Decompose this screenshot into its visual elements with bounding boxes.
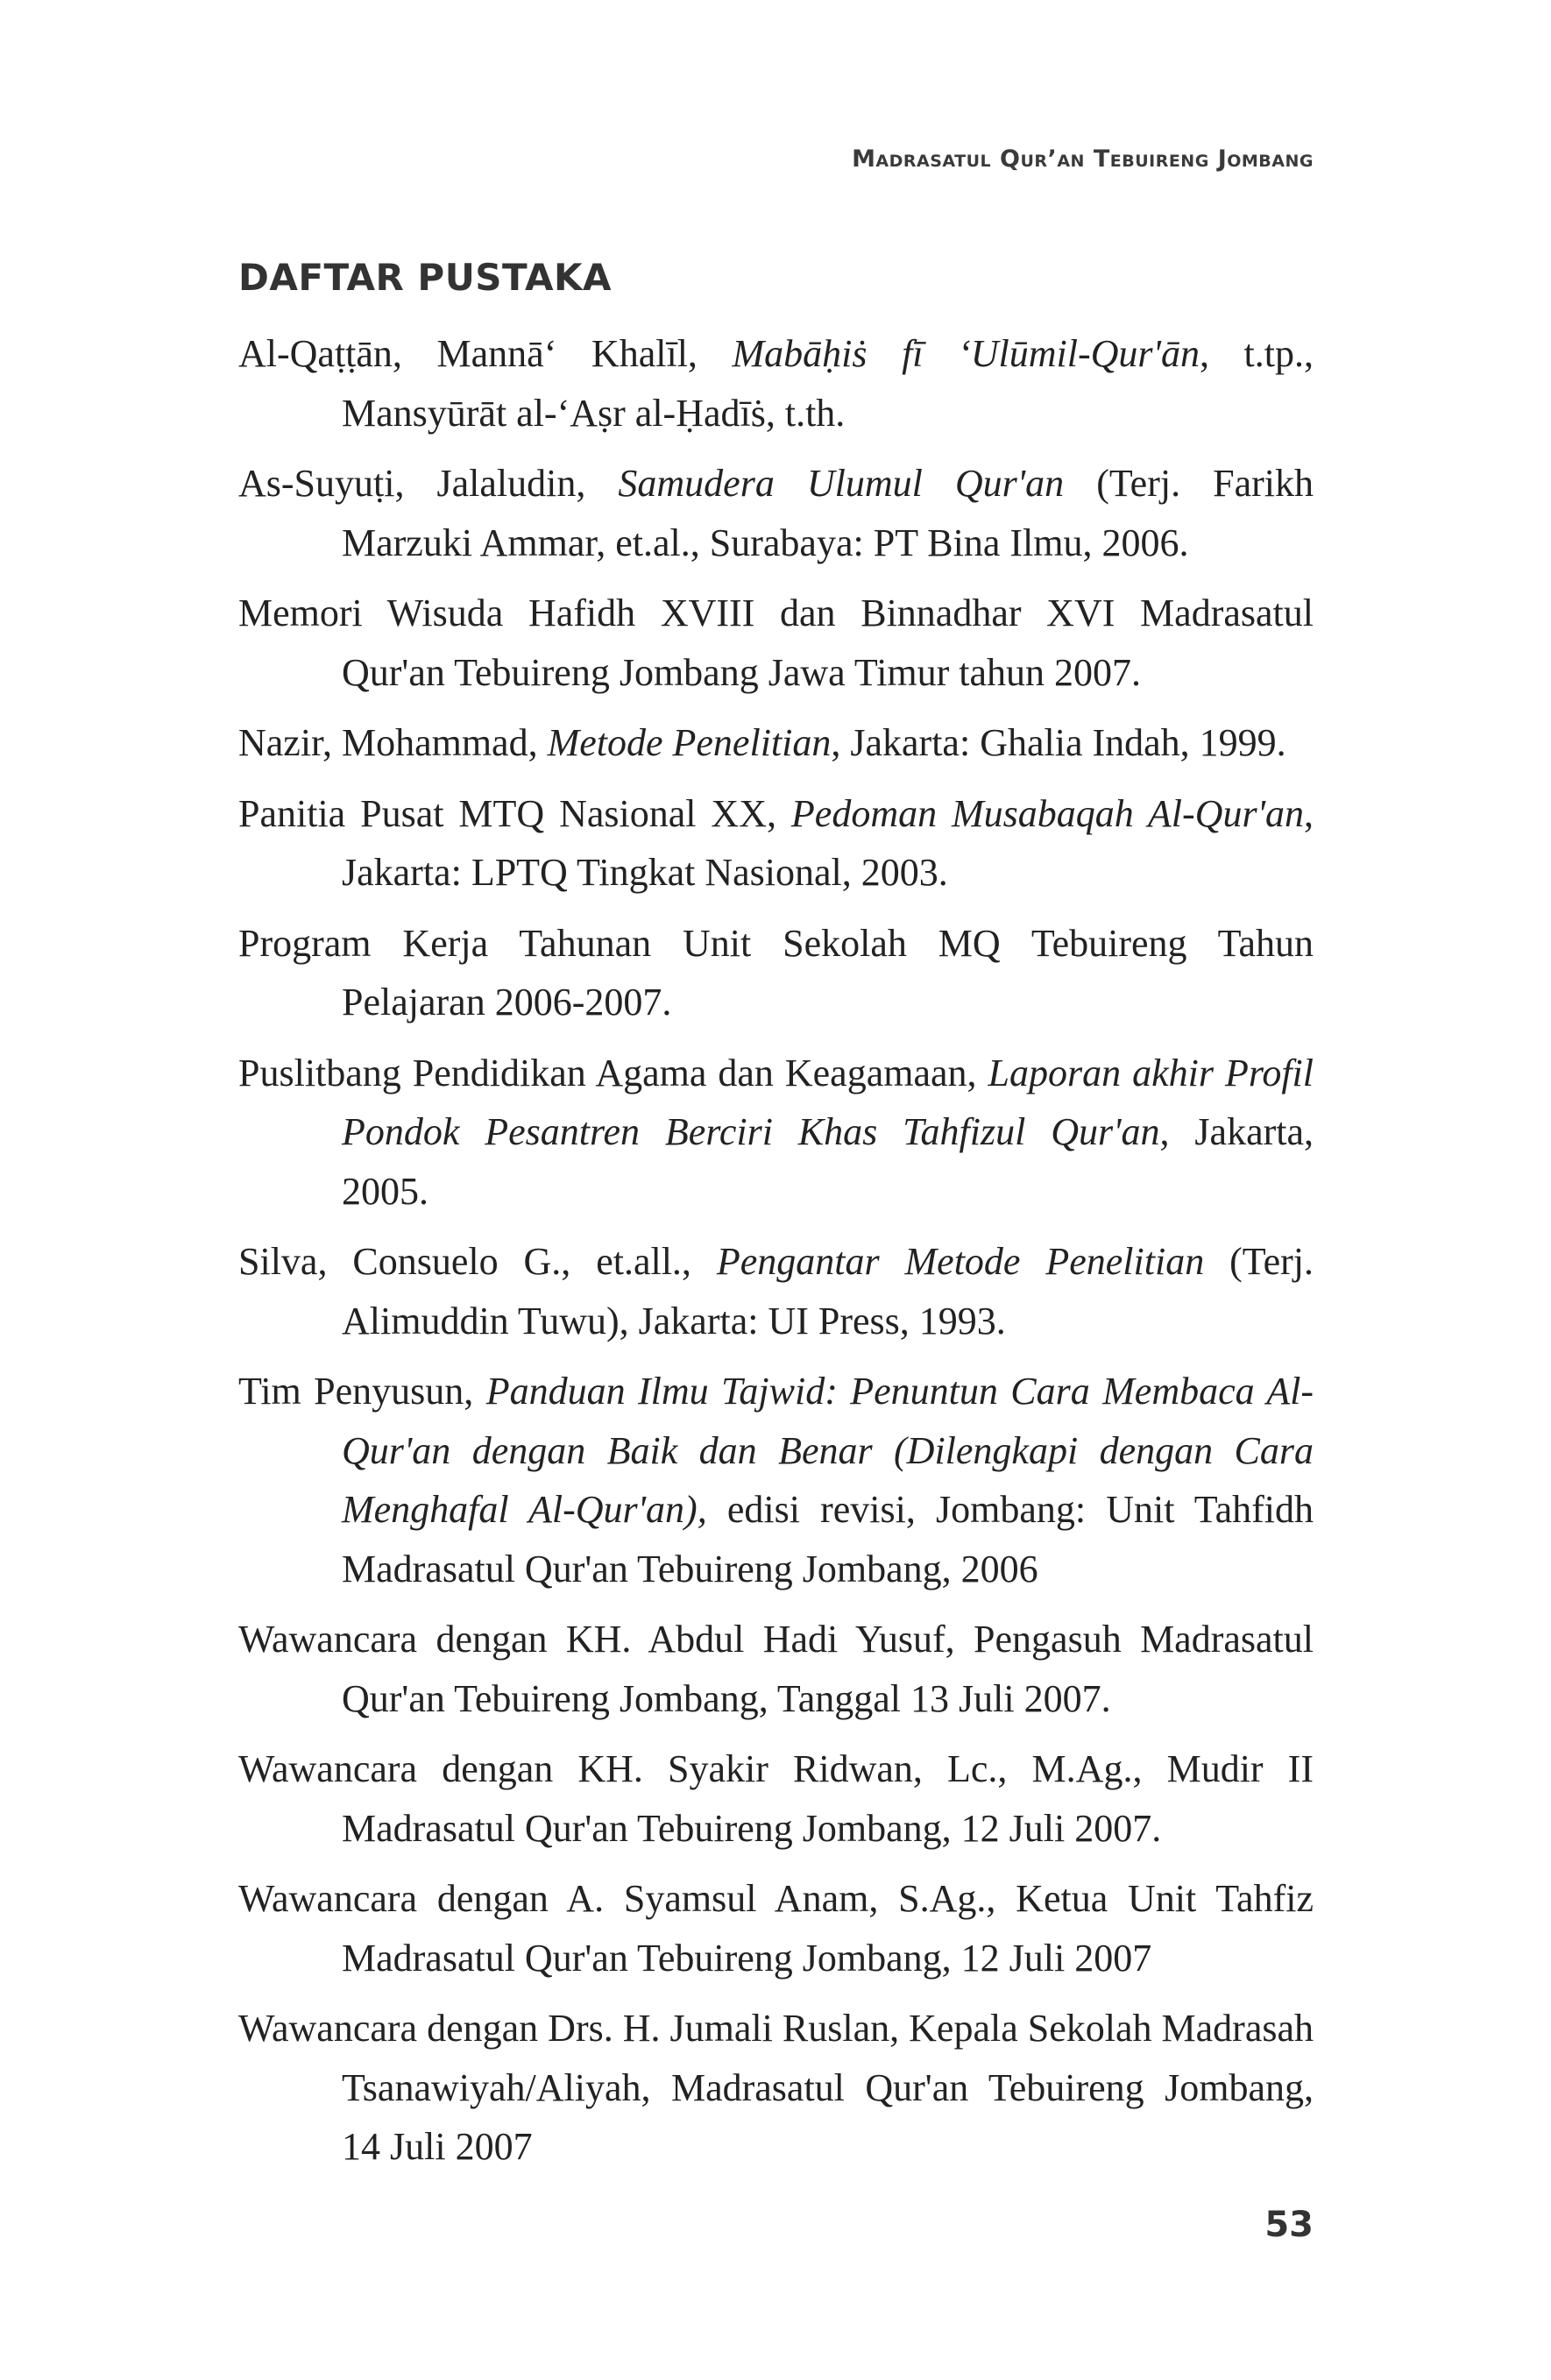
reference-title: Pedoman Musabaqah Al-Qur'an: [790, 791, 1304, 835]
reference-entry: [238, 1362, 1314, 1598]
reference-text: Panitia Pusat MTQ Nasional XX,: [238, 791, 791, 835]
reference-entry: [238, 1999, 1314, 2177]
reference-entry: [238, 1044, 1314, 1222]
reference-entry: [238, 713, 1314, 773]
reference-text: Program Kerja Tahunan Unit Sekolah MQ Tebuireng Tahun Pelajaran 2006-2007.: [238, 921, 1314, 1024]
reference-entry: [238, 1869, 1314, 1987]
section-title: DAFTAR PUSTAKA: [238, 256, 612, 299]
reference-text: Wawancara dengan KH. Syakir Ridwan, Lc., M.Ag., Mudir II Madrasatul Qur'an Tebuireng Jombang, 12 Juli 2007.: [238, 1747, 1314, 1850]
reference-text: Memori Wisuda Hafidh XVIII dan Binnadhar XVI Madrasatul Qur'an Tebuireng Jombang Jawa Timur tahun 2007.: [238, 591, 1314, 694]
reference-text: Wawancara dengan KH. Abdul Hadi Yusuf, Pengasuh Madrasatul Qur'an Tebuireng Jombang, Tanggal 13 Juli 2007.: [238, 1618, 1314, 1720]
page-number: 53: [1264, 2205, 1314, 2245]
reference-text: , Jakarta: Ghalia Indah, 1999.: [831, 721, 1286, 764]
reference-text: Al-Qaṭṭān, Mannā‘ Khalīl,: [238, 332, 733, 375]
reference-entry: [238, 914, 1314, 1032]
reference-entry: [238, 454, 1314, 572]
reference-text: Wawancara dengan Drs. H. Jumali Ruslan, Kepala Sekolah Madrasah Tsanawiyah/Aliyah, Madrasatul Qur'an Tebuireng Jombang, 14 Juli 2007: [238, 2007, 1314, 2168]
reference-title: Metode Penelitian: [547, 721, 832, 764]
reference-text: edisi revisi, Jombang: Unit Tahfidh Madrasatul Qur'an Tebuireng Jombang, 2006: [342, 1488, 1314, 1590]
reference-text: , Jakarta, 2005.: [342, 1110, 1314, 1213]
running-header: Madrasatul Qur’an Tebuireng Jombang: [852, 145, 1314, 173]
reference-entry: [238, 584, 1314, 702]
reference-text: (Terj. Farikh Marzuki Ammar, et.al., Surabaya: PT Bina Ilmu, 2006.: [342, 462, 1314, 564]
reference-text: , t.tp., Mansyūrāt al-‘Aṣr al-Ḥadīṡ, t.th.: [342, 332, 1314, 435]
reference-entry: [238, 1610, 1314, 1728]
reference-entry: [238, 784, 1314, 903]
reference-title: Pengantar Metode Penelitian: [716, 1240, 1205, 1283]
reference-text: Silva, Consuelo G., et.all.,: [238, 1240, 717, 1283]
reference-text: Tim Penyusun,: [238, 1370, 486, 1413]
reference-text: , Jakarta: LPTQ Tingkat Nasional, 2003.: [342, 791, 1314, 894]
reference-entry: [238, 1232, 1314, 1350]
reference-text: Puslitbang Pendidikan Agama dan Keagamaan,: [238, 1051, 988, 1094]
reference-text: (Terj. Alimuddin Tuwu), Jakarta: UI Press, 1993.: [342, 1240, 1314, 1342]
reference-entry: [238, 324, 1314, 443]
reference-entry: [238, 1739, 1314, 1858]
bibliography-list: [238, 324, 1314, 2188]
reference-title: Laporan akhir Profil Pondok Pesantren Berciri Khas Tahfizul Qur'an: [342, 1051, 1314, 1153]
reference-title: Panduan Ilmu Tajwid: Penuntun Cara Membaca Al-Qur'an dengan Baik dan Benar (Dilengkapi dengan Cara Menghafal Al-Qur'an),: [342, 1370, 1314, 1531]
reference-text: Nazir, Mohammad,: [238, 721, 548, 764]
reference-title: Mabāḥiṡ fī ‘Ulūmil-Qur'ān: [732, 332, 1200, 375]
reference-text: As-Suyuṭi, Jalaludin,: [238, 462, 619, 505]
reference-title: Samudera Ulumul Qur'an: [618, 462, 1065, 505]
reference-text: Wawancara dengan A. Syamsul Anam, S.Ag., Ketua Unit Tahfiz Madrasatul Qur'an Tebuireng Jombang, 12 Juli 2007: [238, 1877, 1314, 1980]
